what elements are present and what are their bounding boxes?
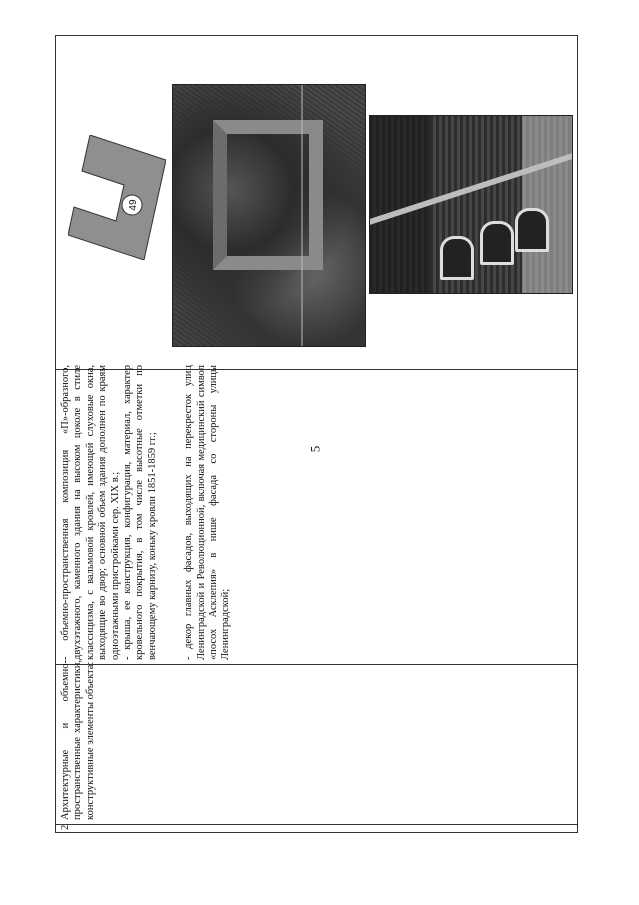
building-number: 49	[128, 199, 139, 211]
column-divider-2	[56, 664, 577, 665]
facade-sky	[522, 116, 572, 293]
building-footprint-plan-icon	[68, 135, 166, 260]
row-heading: Архитектурные и объемно-пространственные характеристики, конструктивные элементы объекта:	[60, 660, 96, 820]
facade-window	[480, 221, 514, 265]
aerial-building-outline	[213, 120, 323, 270]
facade-window	[515, 208, 549, 252]
facade-window	[440, 236, 474, 280]
aerial-photo	[172, 84, 366, 347]
aerial-road	[301, 85, 303, 346]
row-description	[60, 365, 233, 660]
page-number: 5	[307, 445, 323, 453]
facade-photo	[369, 115, 573, 294]
row-number: 2	[60, 824, 71, 830]
item-facade-decor: - декор главных фасадов, выходящих на перекресток улиц Ленинградской и Революционной, включая медицинский символ «посох Асклепия» в нише фасада со стороны улицы Ленинградской;	[183, 365, 232, 660]
item-roof: - крыша, ее конструкция, конфигурация, материал, характер кровельного покрытия, в том числе высотные отметки по венчающему карнизу, коньку кровли 1851-1859 гг.;	[122, 365, 158, 660]
item-volume-composition: - объемно-пространственная композиция «П»-образного, двухэтажного, каменного здания на высоком цоколе в стиле классицизма, с вальмовой кровлей, имеющей слуховые окна, выходящие во двор; основной объем здания дополнен по краям одноэтажными пристройками сер. XIX в.;	[60, 365, 121, 660]
column-divider-1	[56, 824, 577, 825]
